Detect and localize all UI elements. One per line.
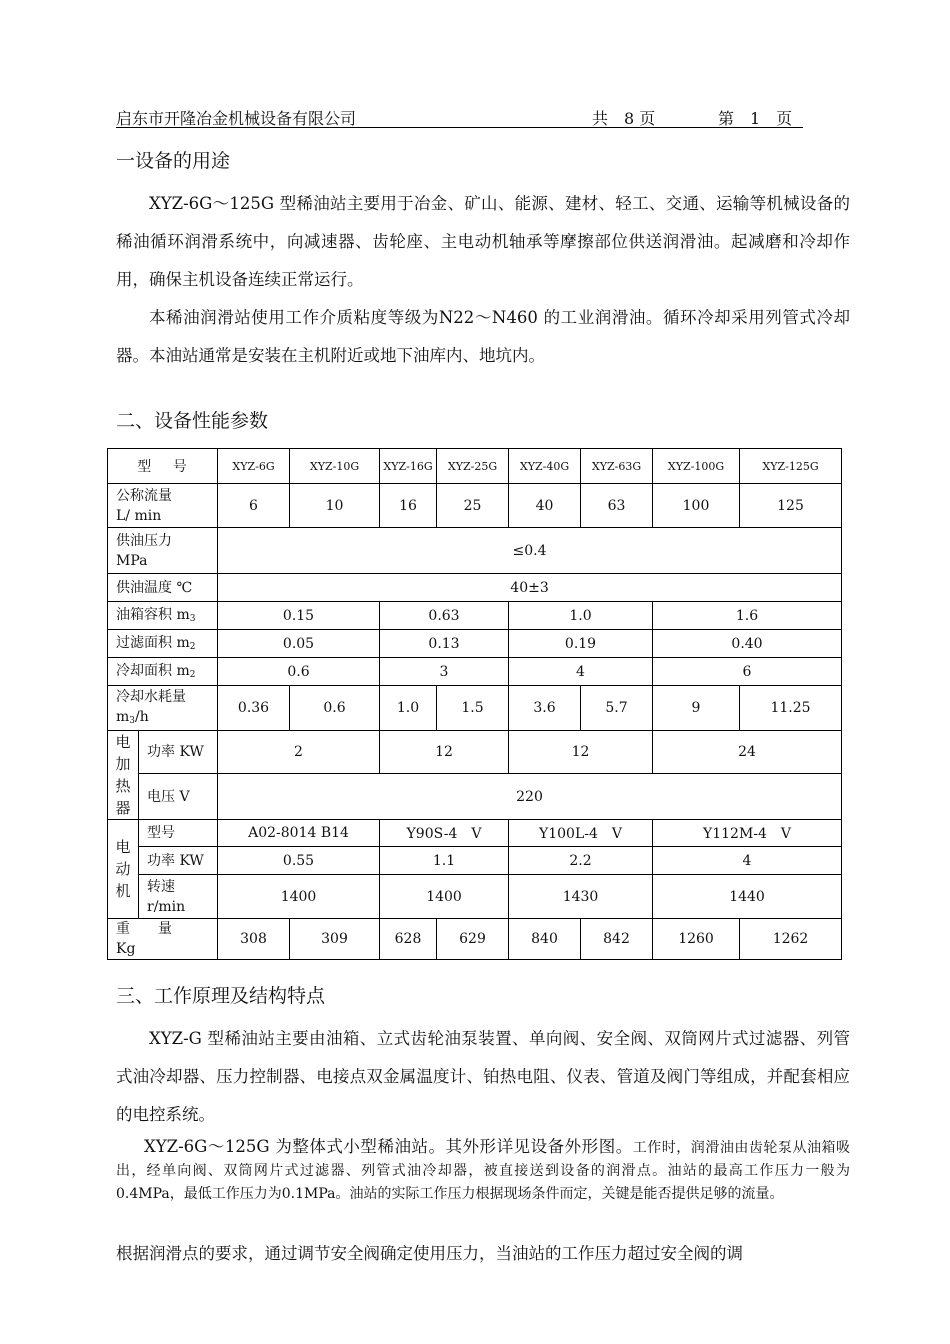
motor-type-cell: Y90S-4 V	[380, 820, 509, 847]
flow-label: 公称流量	[116, 487, 172, 504]
weight-cell: 1260	[653, 919, 740, 960]
cooling-area-label: 冷却面积 m	[116, 662, 190, 679]
table-row-motor-type	[108, 820, 842, 847]
motor-power-cell: 4	[653, 847, 842, 875]
motor-speed-cell: 1400	[380, 875, 509, 919]
cooling-area-label-cell	[108, 658, 218, 686]
flow-cell: 100	[653, 484, 740, 528]
performance-table	[107, 448, 842, 960]
model-cell: XYZ-125G	[740, 449, 842, 484]
flow-cell: 6	[218, 484, 290, 528]
model-cell: XYZ-100G	[653, 449, 740, 484]
tank-cell: 0.63	[380, 602, 509, 630]
motor-power-label: 功率 KW	[139, 847, 218, 875]
flow-cell: 125	[740, 484, 842, 528]
weight-cell: 840	[509, 919, 581, 960]
table-row-temperature	[108, 574, 842, 602]
cooling-area-cell: 6	[653, 658, 842, 686]
water-label: 冷却水耗量	[116, 689, 186, 705]
pages-total: 共 8 页	[592, 109, 656, 128]
section3-paragraph-2-rest: 工作时，润滑油由齿轮泵从油箱吸出，经单向阀、双筒网片式过滤器、列管式油冷却器，被直接送到设备的润滑点。油站的最高工作压力一般为0.4MPa，最低工作压力为0.1MPa。油站的实际工作压力根据现场条件而定，关键是能否提供足够的流量。	[116, 1140, 850, 1202]
flow-cell: 40	[509, 484, 581, 528]
table-row-cooling-area	[108, 658, 842, 686]
weight-cell: 309	[290, 919, 380, 960]
tank-label-cell	[108, 602, 218, 630]
water-cell: 11.25	[740, 686, 842, 731]
table-row-heater-power	[108, 731, 842, 774]
table-row-tank	[108, 602, 842, 630]
weight-cell: 629	[437, 919, 509, 960]
motor-speed-cell: 1400	[218, 875, 380, 919]
heater-side-label	[108, 731, 139, 820]
model-label: 型 号	[108, 449, 218, 484]
tank-cell: 1.0	[509, 602, 653, 630]
model-cell: XYZ-6G	[218, 449, 290, 484]
flow-cell: 10	[290, 484, 380, 528]
company-name: 启东市开隆冶金机械设备有限公司	[116, 109, 357, 128]
flow-unit: L/ min	[116, 507, 162, 524]
heater-side-char: 器	[115, 799, 131, 817]
table-row-water	[108, 686, 842, 731]
water-unit-line	[116, 707, 217, 729]
section1-paragraph-2: 本稀油润滑站使用工作介质粘度等级为N22～N460 的工业润滑油。循环冷却采用列管式冷却器。本油站通常是安装在主机附近或地下油库内、地坑内。	[116, 308, 850, 365]
filter-cell: 0.05	[218, 630, 380, 658]
motor-type-cell: Y100L-4 V	[509, 820, 653, 847]
tank-cell: 1.6	[653, 602, 842, 630]
section3-title: 三、工作原理及结构特点	[116, 985, 326, 1007]
filter-cell: 0.13	[380, 630, 509, 658]
water-cell: 0.6	[290, 686, 380, 731]
motor-speed-unit: r/min	[147, 898, 186, 915]
section1-title: 一设备的用途	[116, 150, 231, 172]
table-row-motor-speed	[108, 875, 842, 919]
table-row-model	[108, 449, 842, 484]
model-cell: XYZ-16G	[380, 449, 437, 484]
section1-paragraph-1: XYZ-6G～125G 型稀油站主要用于冶金、矿山、能源、建材、轻工、交通、运输等机械设备的稀油循环润滑系统中，向减速器、齿轮座、主电动机轴承等摩擦部位供送润滑油。起减磨和冷却作用，确保主机设备连续正常运行。	[116, 194, 850, 289]
table-row-heater-voltage	[108, 774, 842, 820]
motor-type-label: 型号	[139, 820, 218, 847]
water-unit-superscript: 3	[129, 716, 136, 726]
table-row-flow	[108, 484, 842, 528]
motor-power-cell: 0.55	[218, 847, 380, 875]
section3-paragraph-1: XYZ-G 型稀油站主要由油箱、立式齿轮油泵装置、单向阀、安全阀、双筒网片式过滤器、列管式油冷却器、压力控制器、电接点双金属温度计、铂热电阻、仪表、管道及阀门等组成，并配套相应的电控系统。	[116, 1029, 850, 1124]
motor-type-cell: Y112M-4 V	[653, 820, 842, 847]
motor-speed-label-cell	[139, 875, 218, 919]
heater-side-char: 热	[115, 777, 131, 795]
flow-cell: 25	[437, 484, 509, 528]
section2-title: 二、设备性能参数	[116, 410, 269, 432]
weight-cell: 1262	[740, 919, 842, 960]
motor-type-cell: A02-8014 B14	[218, 820, 380, 847]
filter-cell: 0.19	[509, 630, 653, 658]
water-cell: 1.5	[437, 686, 509, 731]
motor-side-label	[108, 820, 139, 919]
filter-superscript: 2	[189, 641, 196, 652]
water-cell: 3.6	[509, 686, 581, 731]
model-cell: XYZ-40G	[509, 449, 581, 484]
cooling-area-superscript: 2	[189, 669, 196, 680]
pressure-value: ≤0.4	[218, 528, 842, 574]
table-row-weight	[108, 919, 842, 960]
motor-speed-cell: 1440	[653, 875, 842, 919]
motor-side-char: 机	[115, 882, 131, 900]
table-row-motor-power	[108, 847, 842, 875]
cooling-area-cell: 4	[509, 658, 653, 686]
motor-power-cell: 1.1	[380, 847, 509, 875]
motor-speed-cell: 1430	[509, 875, 653, 919]
model-cell: XYZ-25G	[437, 449, 509, 484]
tank-label: 油箱容积 m	[116, 606, 190, 623]
heater-side-char: 电	[115, 733, 131, 751]
section3-body	[116, 1020, 850, 1134]
model-cell: XYZ-63G	[581, 449, 653, 484]
motor-power-cell: 2.2	[509, 847, 653, 875]
water-cell: 0.36	[218, 686, 290, 731]
filter-cell: 0.40	[653, 630, 842, 658]
filter-label-cell	[108, 630, 218, 658]
weight-cell: 308	[218, 919, 290, 960]
weight-cell: 628	[380, 919, 437, 960]
weight-cell: 842	[581, 919, 653, 960]
table-row-filter	[108, 630, 842, 658]
header-rule	[116, 127, 803, 128]
table-row-pressure	[108, 528, 842, 574]
pressure-label: 供油压力	[116, 532, 172, 549]
section1-body	[116, 185, 850, 375]
pressure-unit: MPa	[116, 552, 148, 569]
weight-label: 重 量 Kg	[108, 919, 218, 960]
heater-voltage-value: 220	[218, 774, 842, 820]
flow-label-cell	[108, 484, 218, 528]
heater-side-char: 加	[115, 755, 131, 773]
motor-side-char: 动	[115, 860, 131, 878]
heater-power-label: 功率 KW	[139, 731, 218, 774]
pressure-label-cell	[108, 528, 218, 574]
heater-power-cell: 2	[218, 731, 380, 774]
flow-cell: 63	[581, 484, 653, 528]
temperature-value: 40±3	[218, 574, 842, 602]
filter-label: 过滤面积 m	[116, 634, 190, 651]
water-unit-tail: /h	[135, 709, 149, 725]
temperature-label: 供油温度 ℃	[108, 574, 218, 602]
motor-side-char: 电	[115, 838, 131, 856]
cooling-area-cell: 0.6	[218, 658, 380, 686]
water-label-cell	[108, 686, 218, 731]
heater-power-cell: 12	[380, 731, 509, 774]
heater-voltage-label: 电压 V	[139, 774, 218, 820]
water-cell: 1.0	[380, 686, 437, 731]
tank-superscript: 3	[189, 613, 196, 624]
section3-paragraph-2	[116, 1135, 850, 1206]
heater-power-cell: 12	[509, 731, 653, 774]
section3-paragraph-2-lead: XYZ-6G～125G 为整体式小型稀油站。其外形详见设备外形图。	[144, 1137, 633, 1156]
water-cell: 5.7	[581, 686, 653, 731]
heater-power-cell: 24	[653, 731, 842, 774]
cooling-area-cell: 3	[380, 658, 509, 686]
water-cell: 9	[653, 686, 740, 731]
flow-cell: 16	[380, 484, 437, 528]
water-unit: m	[116, 709, 130, 725]
page-current: 第 1 页	[718, 109, 793, 128]
motor-speed-label: 转速	[147, 878, 175, 895]
section3-paragraph-3: 根据润滑点的要求，通过调节安全阀确定使用压力，当油站的工作压力超过安全阀的调	[116, 1244, 743, 1263]
model-cell: XYZ-10G	[290, 449, 380, 484]
tank-cell: 0.15	[218, 602, 380, 630]
